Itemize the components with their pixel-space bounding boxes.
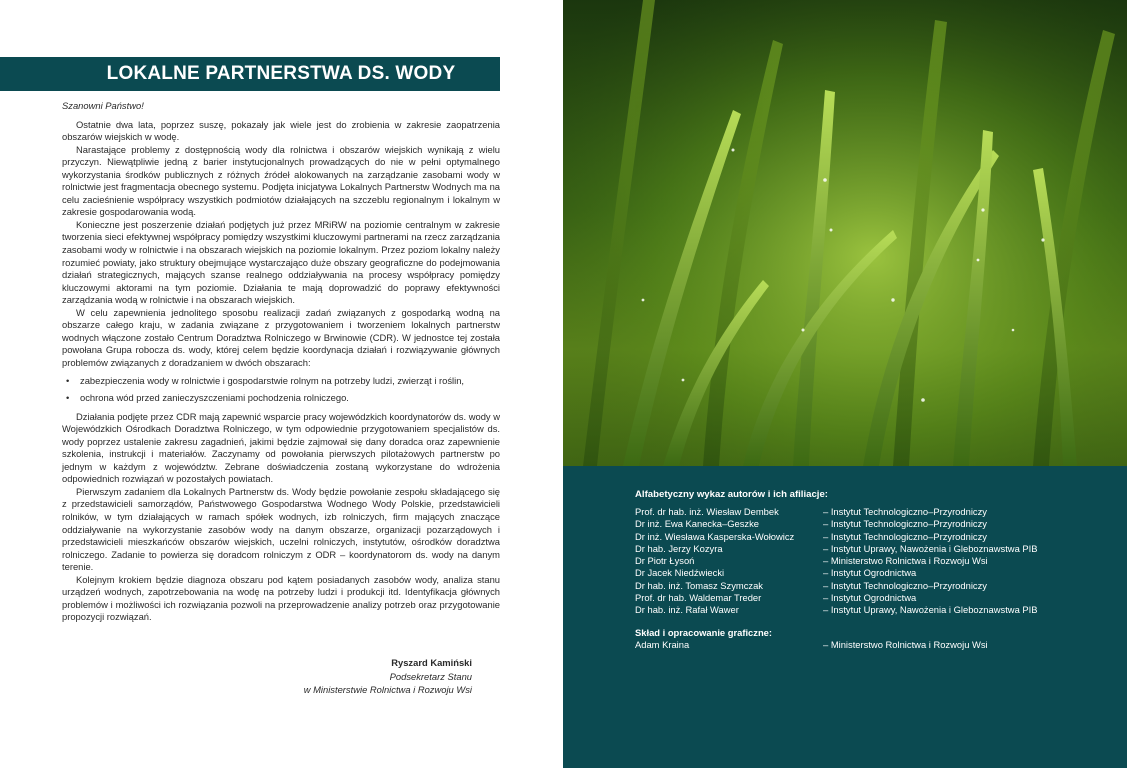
paragraph-3: Konieczne jest poszerzenie działań podjętych już przez MRiRW na poziomie centralnym w zakresie tworzenia sieci efektywnej współpracy pomiędzy wszystkimi kluczowymi partnerami na rzecz zarządzania zasobami wody w rolnictwie i na obszarach wiejskich na poziomie lokalnym. Przez poziom lokalny należy rozumieć powiaty, jako struktury obejmujące wystarczająco duże obszary geograficzne do podejmowania działań strategicznych, mających szanse realnego oddziaływania na procesy współpracy pomiędzy kluczowymi aktorami na tym poziomie. Działania te mają doprowadzić do poprawy efektywności zarządzania wodą w rolnictwie i na obszarach wiejskich. xyxy=(62,218,500,306)
author-name: Dr Jacek Niedźwiecki xyxy=(635,567,725,579)
author-affiliation: – Instytut Uprawy, Nawożenia i Gleboznawstwa PIB xyxy=(823,542,1038,554)
credit-affiliation: – Ministerstwo Rolnictwa i Rozwoju Wsi xyxy=(823,638,988,650)
greeting: Szanowni Państwo! xyxy=(62,100,144,111)
author-affiliation: – Ministerstwo Rolnictwa i Rozwoju Wsi xyxy=(823,555,988,567)
letter-body xyxy=(62,100,500,624)
bullet-list xyxy=(66,375,500,404)
left-page xyxy=(0,0,563,768)
paragraph-1: Ostatnie dwa lata, poprzez suszę, pokazały jak wiele jest do zrobienia w zakresie zaopatrzenia obszarów wiejskich w wodę. xyxy=(62,118,500,143)
page-title: LOKALNE PARTNERSTWA DS. WODY xyxy=(106,63,456,84)
author-affiliation: – Instytut Ogrodnictwa xyxy=(823,592,917,604)
author-name: Dr inż. Wiesława Kasperska-Wołowicz xyxy=(635,530,795,542)
paragraph-5: Działania podjęte przez CDR mają zapewnić wsparcie pracy wojewódzkich koordynatorów ds. wody w Wojewódzkich Ośrodkach Doradztwa Rolniczego, w tym odpowiednie przygotowaniem specjalistów ds. wody poprzez ustalenie zakresu zagadnień, jakimi będzie zajmował się dany doradca oraz zapewnienie szkolenia, instrukcji i materiałów. Zaczynamy od powołania pierwszych pilotażowych partnerstw po jednym w każdym z województw. Zebrane doświadczenia zostaną wykorzystane do wdrożenia odpowiednich rozwiązań w pozostałych powiatach. xyxy=(62,410,500,485)
bullet-item-1: • zabezpieczenia wody w rolnictwie i gospodarstwie rolnym na potrzeby ludzi, zwierząt i roślin, xyxy=(66,375,500,388)
grass-photo xyxy=(563,0,1127,466)
author-affiliation: – Instytut Ogrodnictwa xyxy=(823,567,917,579)
right-page xyxy=(563,0,1127,768)
credit-name: Adam Kraina xyxy=(635,638,690,650)
signature-ministry: w Ministerstwie Rolnictwa i Rozwoju Wsi xyxy=(303,684,472,695)
paragraph-4: W celu zapewnienia jednolitego sposobu realizacji zadań związanych z gospodarką wodną na obszarze całego kraju, w zadania związane z przygotowaniem i tworzeniem lokalnych partnerstw wodnych włączone zostało Centrum Doradztwa Rolniczego w Brwinowie (CDR). W jednostce tej została powołana Grupa robocza ds. wody, której celem będzie koordynacja działań i rozwiązywanie głównych problemów związanych z doradzaniem w dwóch obszarach: xyxy=(62,306,500,368)
author-affiliation: – Instytut Uprawy, Nawożenia i Gleboznawstwa PIB xyxy=(823,604,1038,616)
author-name: Dr hab. inż. Tomasz Szymczak xyxy=(635,579,763,591)
signature-role: Podsekretarz Stanu xyxy=(389,670,472,682)
authors-list xyxy=(635,506,1105,617)
author-name: Dr Piotr Łysoń xyxy=(635,555,695,567)
paragraph-2: Narastające problemy z dostępnością wody dla rolnictwa i obszarów wiejskich wynikają z wielu przyczyn. Niewątpliwie jedną z barier instytucjonalnych prowadzących do nie w pełni optymalnego wykorzystania środków publicznych z różnych źródeł alokowanych na zarządzanie zasobami wody w rolnictwie jest fragmentacja obecnego systemu. Podjęta inicjatywa Lokalnych Partnerstw Wodnych ma na celu zacieśnienie współpracy wszystkich podmiotów działających na szczeblu regionalnym i lokalnym w zakresie gospodarowania wodą. xyxy=(62,143,500,218)
authors-panel xyxy=(563,466,1127,768)
author-name: Dr hab. Jerzy Kozyra xyxy=(635,542,723,554)
credits-heading: Skład i opracowanie graficzne: xyxy=(635,626,773,638)
signature-name: Ryszard Kamiński xyxy=(391,657,472,668)
signature-block xyxy=(260,656,472,697)
author-name: Dr inż. Ewa Kanecka–Geszke xyxy=(635,518,760,530)
paragraph-7: Kolejnym krokiem będzie diagnoza obszaru pod kątem posiadanych zasobów wody, analiza stanu urządzeń wodnych, zapotrzebowania na wodę na potrzeby ludzi i produkcji itd. Identyfikacja głównych problemów i możliwości ich rozwiązania pozwoli na przeprowadzenie analizy potrzeb oraz przygotowanie propozycji rozwiązań. xyxy=(62,573,500,623)
author-affiliation: – Instytut Technologiczno–Przyrodniczy xyxy=(823,518,987,530)
author-name: Dr hab. inż. Rafał Wawer xyxy=(635,604,739,616)
title-banner xyxy=(0,57,500,91)
author-affiliation: – Instytut Technologiczno–Przyrodniczy xyxy=(823,506,987,517)
author-name: Prof. dr hab. Waldemar Treder xyxy=(635,592,762,604)
paragraph-6: Pierwszym zadaniem dla Lokalnych Partnerstw ds. Wody będzie powołanie zespołu składającego się z przedstawicieli samorządów, Państwowego Gospodarstwa Wodnego Wody Polskie, przedstawicieli rolników, w tym działających w ramach spółek wodnych, izb rolniczych, firm mających znaczące oddziaływanie na wykorzystanie zasobów wody na danym obszarze, organizacji pozarządowych i przedstawicieli mieszkańców obszarów wiejskich, uczelni rolniczych, instytutów, ośrodków doradztwa rolniczego. Zadanie to powierza się doradcom rolniczym z ODR – koordynatorom ds. wody na danym terenie. xyxy=(62,485,500,573)
author-affiliation: – Instytut Technologiczno–Przyrodniczy xyxy=(823,530,987,542)
grass-photo-icon xyxy=(563,0,1127,466)
authors-heading: Alfabetyczny wykaz autorów i ich afiliacje: xyxy=(635,489,828,500)
author-name: Prof. dr hab. inż. Wiesław Dembek xyxy=(635,506,779,517)
author-affiliation: – Instytut Technologiczno–Przyrodniczy xyxy=(823,579,987,591)
bullet-item-2: • ochrona wód przed zanieczyszczeniami pochodzenia rolniczego. xyxy=(66,392,500,405)
credits-list xyxy=(635,639,1105,651)
